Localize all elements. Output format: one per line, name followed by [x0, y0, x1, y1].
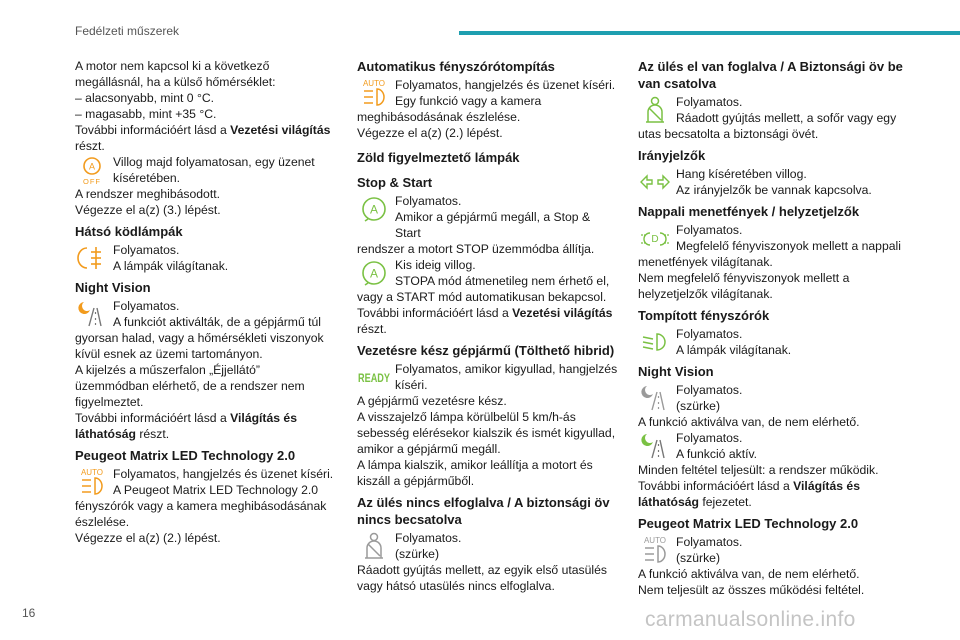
entry-line: A funkció aktiválva van, de nem elérhető.	[638, 567, 860, 581]
stop-start-entry	[357, 257, 619, 289]
auto-headlamp-icon	[357, 77, 391, 109]
reference-text: További információért lásd a Világítás és	[638, 479, 860, 493]
entry-line: helyzetjelzők világítanak.	[638, 287, 773, 301]
indicators-entry	[638, 166, 903, 198]
auto-headlamp-icon	[638, 534, 672, 566]
seat-belt-icon	[638, 94, 672, 126]
entry-line: A kijelzés a műszerfalon „Éjjellátó”	[75, 363, 260, 377]
entry-line: Folyamatos.	[676, 383, 743, 397]
entry-line: Ráadott gyújtás mellett, az egyik első utasülés	[357, 563, 607, 577]
seat-unoccupied-entry	[357, 530, 619, 562]
section-heading: Zöld figyelmeztető lámpák	[357, 150, 520, 165]
entry-line: rendszer a motort STOP üzemmódba állítja.	[357, 242, 595, 256]
entry-line: Nem megfelelő fényviszonyok mellett a	[638, 271, 850, 285]
section-heading: Peugeot Matrix LED Technology 2.0	[75, 448, 296, 463]
entry-line: kíséri.	[395, 378, 428, 392]
section-heading: Az ülés nincs elfoglalva / A biztonsági öv nincs becsatolva	[357, 495, 610, 527]
entry-line: A rendszer meghibásodott.	[75, 187, 220, 201]
entry-line: Amikor a gépjármű megáll, a Stop & Start	[395, 210, 591, 240]
section-heading: Night Vision	[638, 364, 714, 379]
svg-text:A: A	[369, 202, 379, 217]
intro-line: – magasabb, mint +35 °C.	[75, 107, 217, 121]
reference-text: További információért lásd a Világítás és	[75, 411, 297, 425]
section-heading: Irányjelzők	[638, 148, 706, 163]
header-title: Fedélzeti műszerek	[75, 24, 180, 38]
entry-line: vagy hátsó utasülés nincs elfoglalva.	[357, 579, 555, 593]
entry-line: A gépjármű vezetésre kész.	[357, 394, 507, 408]
entry-line: Ráadott gyújtás mellett, a sofőr vagy egy	[676, 111, 897, 125]
entry-line: Folyamatos.	[113, 299, 180, 313]
svg-text:A: A	[369, 266, 379, 281]
entry-line: STOPA mód átmenetileg nem érhető el,	[395, 274, 610, 288]
entry-line: (szürke)	[676, 399, 721, 413]
entry-line: Az irányjelzők be vannak kapcsolva.	[676, 183, 872, 197]
night-vision-icon	[75, 298, 109, 330]
intro-line: – alacsonyabb, mint 0 °C.	[75, 91, 215, 105]
entry-line: Folyamatos.	[676, 223, 743, 237]
svg-text:AUTO: AUTO	[362, 79, 386, 88]
entry-line: Folyamatos.	[676, 327, 743, 341]
entry-line: menetfények világítanak.	[638, 255, 773, 269]
night-vision-entry	[75, 298, 337, 330]
entry-line: kívül esnek az üzemi tartományon.	[75, 347, 263, 361]
header-accent-bar	[459, 31, 960, 35]
entry-line: Folyamatos.	[676, 431, 743, 445]
entry-line: sebesség elérésekor kialszik és ismét kigyullad,	[357, 426, 616, 440]
night-vision-entry	[638, 430, 903, 462]
section-heading: Automatikus fényszórótompítás	[357, 59, 555, 74]
entry-line: üzemmódban elérhető, de a rendszer nem	[75, 379, 305, 393]
intro-line: A motor nem kapcsol ki a következő	[75, 59, 270, 73]
entry-line: A funkció aktív.	[676, 447, 758, 461]
entry-line: észlelése.	[75, 515, 130, 529]
entry-line: (szürke)	[676, 551, 721, 565]
entry-line: Kis ideig villog.	[395, 258, 476, 272]
svg-text:AUTO: AUTO	[80, 468, 104, 477]
auto-stop-off-icon	[75, 154, 109, 186]
ready-entry	[357, 361, 619, 393]
column-3	[638, 58, 903, 598]
dipped-beam-entry	[638, 326, 903, 358]
section-heading: Stop & Start	[357, 175, 433, 190]
watermark: carmanualsonline.info	[645, 608, 856, 631]
entry-line: Folyamatos.	[113, 243, 180, 257]
entry-line: Végezze el a(z) (2.) lépést.	[75, 531, 221, 545]
entry-line: Folyamatos.	[676, 95, 743, 109]
reference-text: További információért lásd a Vezetési világítás	[75, 123, 331, 137]
ready-icon-label: READY	[358, 373, 391, 385]
reference-text: részt.	[75, 139, 105, 153]
entry-line: Folyamatos, amikor kigyullad, hangjelzés	[395, 362, 618, 376]
page-number: 16	[22, 606, 36, 620]
entry-line: Folyamatos.	[395, 531, 462, 545]
rear-fog-entry	[75, 242, 337, 274]
column-2	[357, 58, 619, 594]
entry-line: amikor a gépjármű megáll.	[357, 442, 501, 456]
entry-line: A lámpák világítanak.	[113, 259, 229, 273]
section-heading: Tompított fényszórók	[638, 308, 770, 323]
entry-line: vagy a START mód automatikusan bekapcsol.	[357, 290, 607, 304]
entry-line: Egy funkció vagy a kamera	[395, 94, 542, 108]
rear-fog-lamp-icon	[75, 242, 109, 274]
entry-line: utas becsatolta a biztonsági övét.	[638, 127, 819, 141]
ready-icon	[357, 361, 391, 393]
section-heading: Az ülés el van foglalva / A Biztonsági öv be van csatolva	[638, 59, 903, 91]
stop-start-entry	[357, 193, 619, 241]
reference-text: részt.	[357, 322, 387, 336]
entry-line: kíséretében.	[113, 171, 181, 185]
svg-text:D: D	[651, 234, 659, 245]
matrix-led-entry	[638, 534, 903, 566]
dipped-beam-icon	[638, 326, 672, 358]
svg-text:AUTO: AUTO	[643, 536, 667, 545]
entry-line: gyorsan halad, vagy a hőmérsékleti viszonyok	[75, 331, 324, 345]
entry-line: Végezze el a(z) (3.) lépést.	[75, 203, 221, 217]
section-heading: Hátsó ködlámpák	[75, 224, 183, 239]
svg-text:OFF: OFF	[83, 177, 101, 186]
entry-line: A lámpák világítanak.	[676, 343, 792, 357]
seat-belt-icon	[357, 530, 391, 562]
entry-line: fényszórók vagy a kamera meghibásodásának	[75, 499, 327, 513]
section-heading: Peugeot Matrix LED Technology 2.0	[638, 516, 859, 531]
section-heading: Nappali menetfények / helyzetjelzők	[638, 204, 860, 219]
entry-line: Folyamatos.	[395, 194, 462, 208]
daytime-lights-entry	[638, 222, 903, 254]
reference-text: láthatóság részt.	[75, 427, 170, 441]
reference-text: láthatóság fejezetet.	[638, 495, 752, 509]
entry-line: meghibásodásának észlelése.	[357, 110, 521, 124]
night-vision-icon	[638, 382, 672, 414]
column-1	[75, 58, 337, 546]
auto-lighting-entry	[357, 77, 619, 109]
night-vision-entry	[638, 382, 903, 414]
svg-text:A: A	[88, 161, 96, 172]
entry-line: (szürke)	[395, 547, 440, 561]
reference-text: További információért lásd a Vezetési világítás	[357, 306, 613, 320]
entry-line: A lámpa kialszik, amikor leállítja a motort és	[357, 458, 593, 472]
stop-start-icon	[357, 193, 391, 225]
intro-line: megállásnál, ha a külső hőmérséklet:	[75, 75, 276, 89]
entry-line: Nem teljesült az összes működési feltétel.	[638, 583, 865, 597]
turn-signal-icon	[638, 166, 672, 198]
entry-line: Megfelelő fényviszonyok mellett a nappali	[676, 239, 901, 253]
section-heading: Night Vision	[75, 280, 151, 295]
entry-line: A funkció aktiválva van, de nem elérhető.	[638, 415, 860, 429]
auto-headlamp-icon	[75, 466, 109, 498]
entry-line: Folyamatos.	[676, 535, 743, 549]
entry-line: Villog majd folyamatosan, egy üzenet	[113, 155, 315, 169]
entry-line: Végezze el a(z) (2.) lépést.	[357, 126, 503, 140]
section-heading: Vezetésre kész gépjármű (Tölthető hibrid)	[357, 343, 615, 358]
entry-line: Folyamatos, hangjelzés és üzenet kíséri.	[113, 467, 334, 481]
entry-line: figyelmeztet.	[75, 395, 144, 409]
auto-off-entry	[75, 154, 337, 186]
entry-line: kiszáll a gépjárműből.	[357, 474, 475, 488]
entry-line: Folyamatos, hangjelzés és üzenet kíséri.	[395, 78, 616, 92]
daytime-running-lights-icon	[638, 222, 672, 254]
seat-occupied-entry	[638, 94, 903, 126]
entry-line: Hang kíséretében villog.	[676, 167, 807, 181]
entry-line: A Peugeot Matrix LED Technology 2.0	[113, 483, 319, 497]
night-vision-icon	[638, 430, 672, 462]
entry-line: A funkciót aktiválták, de a gépjármű túl	[113, 315, 321, 329]
stop-start-icon	[357, 257, 391, 289]
entry-line: Minden feltétel teljesült: a rendszer működik.	[638, 463, 879, 477]
entry-line: A visszajelző lámpa körülbelül 5 km/h-ás	[357, 410, 576, 424]
matrix-led-entry	[75, 466, 337, 498]
